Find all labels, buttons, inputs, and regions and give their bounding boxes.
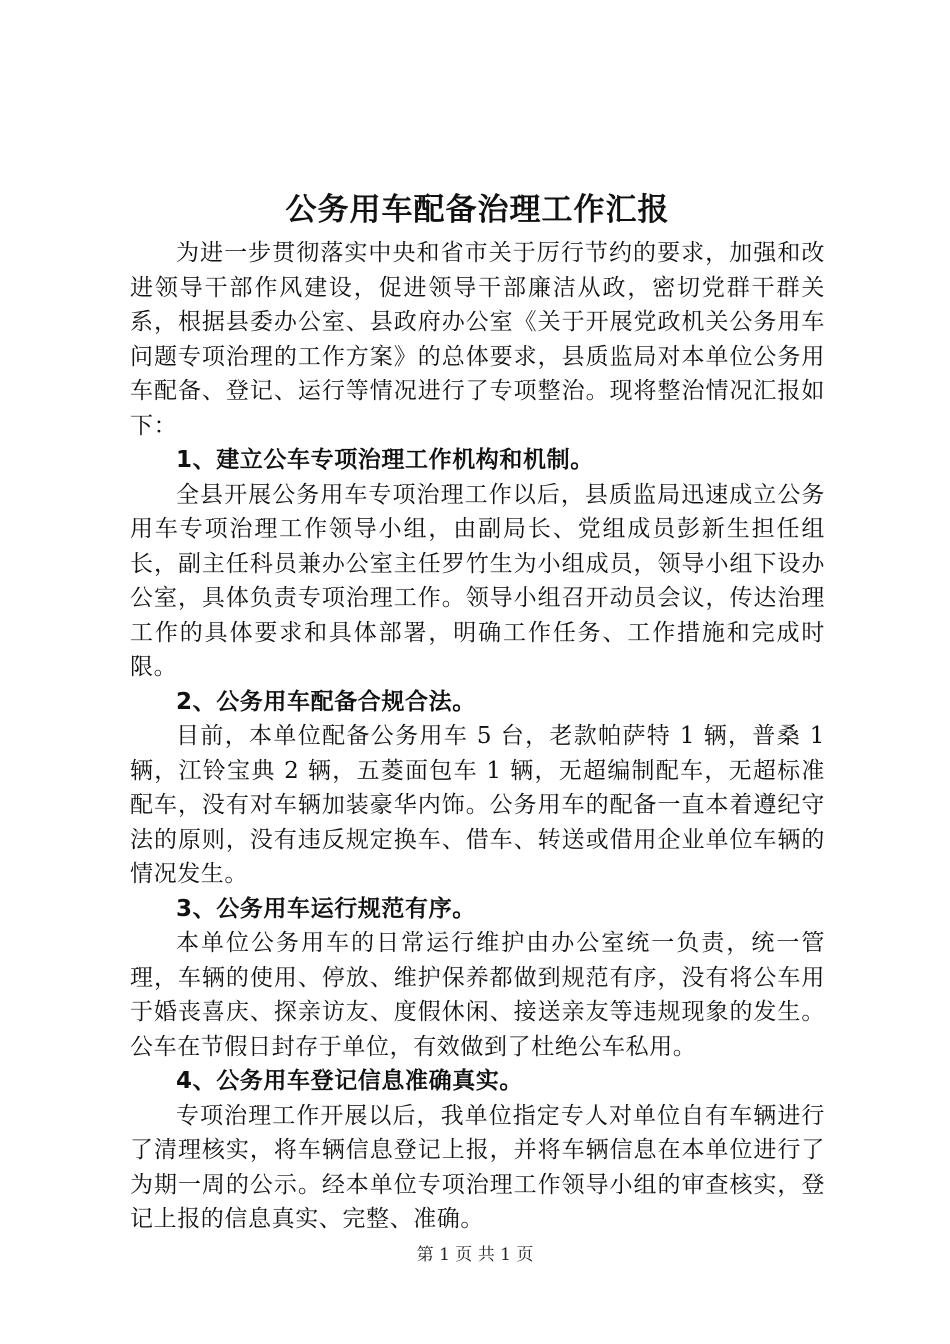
section-body-4: 专项治理工作开展以后，我单位指定专人对单位自有车辆进行了清理核实，将车辆信息登记上报，并将车辆信息在本单位进行了为期一周的公示。经本单位专项治理工作领导小组的审查核实，登记上报的信息真实、完整、准确。 bbox=[130, 1102, 825, 1232]
page-number: 第 1 页 共 1 页 bbox=[416, 1245, 534, 1265]
section-heading-2: 2、公务用车配备合规合法。 bbox=[176, 688, 476, 715]
section-body-3: 本单位公务用车的日常运行维护由办公室统一负责，统一管理，车辆的使用、停放、维护保养都做到规范有序，没有将公车用于婚丧喜庆、探亲访友、度假休闲、接送亲友等违规现象的发生。公车在节假日封存于单位，有效做到了杜绝公车私用。 bbox=[130, 930, 825, 1060]
document-page bbox=[130, 188, 825, 1237]
section-body-2: 目前，本单位配备公务用车 5 台，老款帕萨特 1 辆，普桑 1 辆，江铃宝典 2 辆，五菱面包车 1 辆，无超编制配车，无超标准配车，没有对车辆加装豪华内饰。公务用车的配备一直本着遵纪守法的原则，没有违反规定换车、借车、转送或借用企业单位车辆的情况发生。 bbox=[130, 723, 825, 887]
document-title: 公务用车配备治理工作汇报 bbox=[285, 192, 670, 228]
section-body-1: 全县开展公务用车专项治理工作以后，县质监局迅速成立公务用车专项治理工作领导小组，由副局长、党组成员彭新生担任组长，副主任科员兼办公室主任罗竹生为小组成员，领导小组下设办公室，具体负责专项治理工作。领导小组召开动员会议，传达治理工作的具体要求和具体部署，明确工作任务、工作措施和完成时限。 bbox=[130, 481, 825, 680]
section-heading-1: 1、建立公车专项治理工作机构和机制。 bbox=[176, 447, 594, 473]
page-footer bbox=[0, 1244, 950, 1266]
section-heading-4: 4、公务用车登记信息准确真实。 bbox=[176, 1068, 524, 1094]
section-heading-3: 3、公务用车运行规范有序。 bbox=[176, 895, 476, 922]
intro-paragraph: 为进一步贯彻落实中央和省市关于厉行节约的要求，加强和改进领导干部作风建设，促进领导干部廉洁从政，密切党群干群关系，根据县委办公室、县政府办公室《关于开展党政机关公务用车问题专项治理的工作方案》的总体要求，县质监局对本单位公务用车配备、登记、运行等情况进行了专项整治。现将整治情况汇报如下： bbox=[130, 240, 825, 439]
